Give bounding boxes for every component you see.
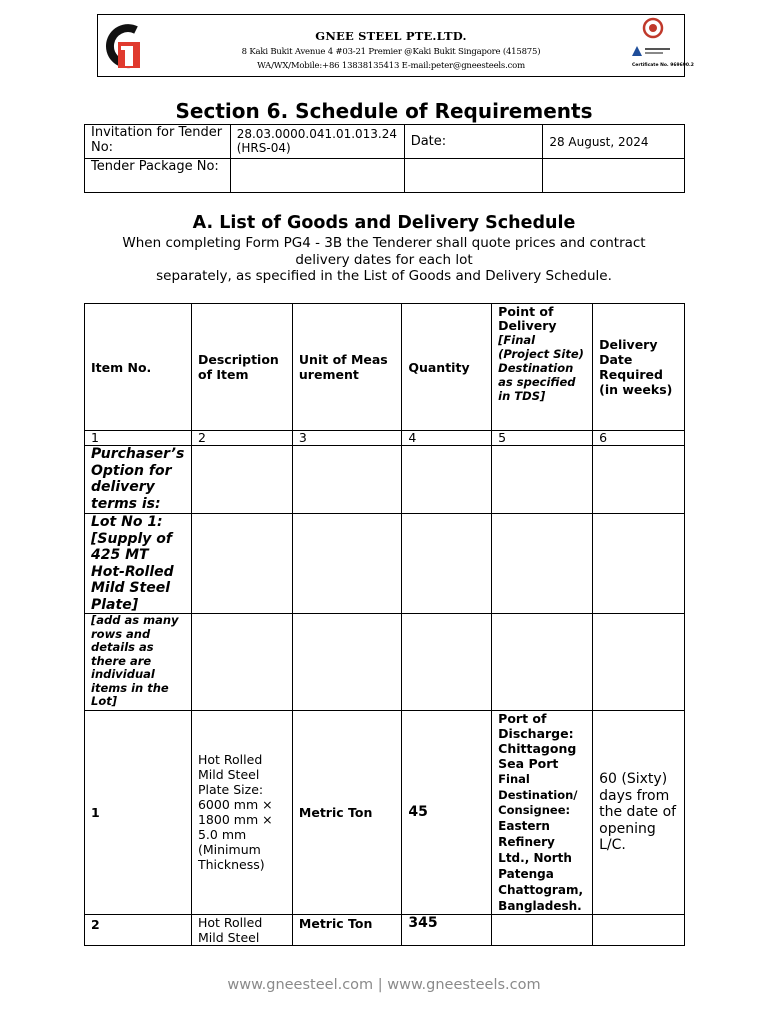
item-unit: Metric Ton xyxy=(292,711,401,915)
item-delivery-date: 60 (Sixty) days from the date of opening L/C. xyxy=(593,711,685,915)
invitation-value: 28.03.0000.041.01.013.24 (HRS-04) xyxy=(230,125,404,159)
col-number: 4 xyxy=(402,431,492,446)
certificate-number: Certificate No. 969690.2 xyxy=(632,63,694,68)
item-no: 1 xyxy=(85,711,192,915)
add-rows-note: [add as many rows and details as there are individual items in the Lot] xyxy=(85,614,192,711)
company-name: GNEE STEEL PTE.LTD. xyxy=(315,29,467,43)
purchaser-option-row xyxy=(85,446,685,514)
final-destination-label: Final Destination/ Consignee: xyxy=(498,772,578,817)
col-number: 5 xyxy=(492,431,593,446)
col-number: 6 xyxy=(593,431,685,446)
tuv-cert-icon xyxy=(632,45,672,57)
purchaser-option: Purchaser’s Option for delivery terms is: xyxy=(85,446,192,514)
certification-logos xyxy=(624,17,694,77)
port-of-discharge: Port of Discharge: Chittagong Sea Port xyxy=(498,711,577,771)
col-header-delivery-date: Delivery Date Required (in weeks) xyxy=(593,304,685,431)
list-title: A. List of Goods and Delivery Schedule xyxy=(192,213,576,233)
date-label: Date: xyxy=(404,125,543,159)
column-number-row xyxy=(85,431,685,446)
table-row xyxy=(85,711,685,915)
col-header-item-no: Item No. xyxy=(85,304,192,431)
col-header-description: Description of Item xyxy=(191,304,292,431)
add-rows-note-row xyxy=(85,614,685,711)
col-number: 2 xyxy=(191,431,292,446)
company-address: 8 Kaki Bukit Avenue 4 #03-21 Premier @Kaki Bukit Singapore (415875) xyxy=(241,47,541,57)
section-title: Section 6. Schedule of Requirements xyxy=(175,99,593,123)
table-row xyxy=(85,914,685,945)
item-unit: Metric Ton xyxy=(292,914,401,945)
intro-text xyxy=(100,235,668,285)
col-header-point-of-delivery xyxy=(492,304,593,431)
tender-header-table xyxy=(84,124,685,193)
date-value: 28 August, 2024 xyxy=(543,125,685,159)
item-quantity: 345 xyxy=(402,914,492,945)
letterhead xyxy=(97,14,694,77)
item-quantity: 45 xyxy=(402,711,492,915)
col-header-quantity: Quantity xyxy=(402,304,492,431)
package-label: Tender Package No: xyxy=(85,159,231,193)
item-point-of-delivery xyxy=(492,711,593,915)
empty-cell xyxy=(404,159,543,193)
iso-cert-icon xyxy=(642,17,664,39)
item-no: 2 xyxy=(85,914,192,945)
item-description: Hot Rolled Mild Steel Plate Size: 6000 mm × 1800 mm × 5.0 mm (Minimum Thickness) xyxy=(191,711,292,915)
point-of-delivery-label: Point of Delivery xyxy=(498,304,557,333)
package-value xyxy=(230,159,404,193)
intro-line-1: When completing Form PG4 - 3B the Tenderer shall quote prices and contract delivery dates for each lot xyxy=(122,235,646,268)
empty-cell xyxy=(543,159,685,193)
footer-websites: www.gneesteel.com | www.gneesteels.com xyxy=(227,977,541,993)
company-contact: WA/WX/Mobile:+86 13838135413 E-mail:peter@gneesteels.com xyxy=(257,61,525,71)
intro-line-2: separately, as specified in the List of Goods and Delivery Schedule. xyxy=(156,268,612,284)
lot-row xyxy=(85,514,685,614)
item-description: Hot Rolled Mild Steel xyxy=(191,914,292,945)
col-number: 1 xyxy=(85,431,192,446)
invitation-label: Invitation for Tender No: xyxy=(85,125,231,159)
consignee: Eastern Refinery Ltd., North Patenga Chattogram, Bangladesh. xyxy=(498,818,584,913)
col-number: 3 xyxy=(292,431,401,446)
lot-title: Lot No 1: [Supply of 425 MT Hot-Rolled Mild Steel Plate] xyxy=(85,514,192,614)
col-header-unit: Unit of Measurement xyxy=(292,304,401,431)
goods-schedule-table xyxy=(84,303,685,946)
point-of-delivery-note: [Final (Project Site) Destination as specified in TDS] xyxy=(498,333,584,403)
